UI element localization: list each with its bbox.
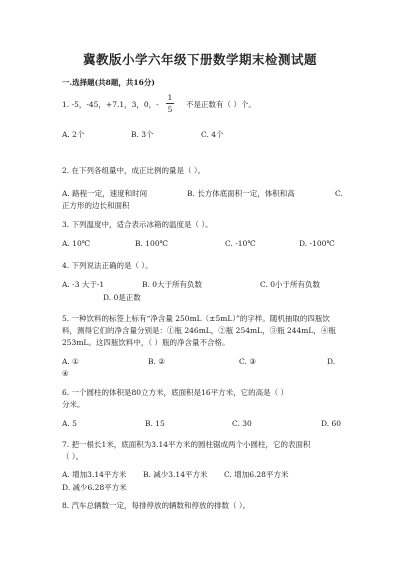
option-d: D. 减少6.28平方米 (62, 483, 127, 492)
option-d: D. 0是正数 (103, 293, 141, 302)
option-b: B. ② (148, 357, 166, 366)
question-5-line-3: 253mL。这四瓶饮料中，（ ）瓶的净含量不合格。 (62, 338, 230, 347)
option-c: C. 0小于所有负数 (260, 280, 321, 289)
option-c: C. 增加6.28平方米 (224, 470, 289, 479)
question-6-line-2: 分米。 (62, 400, 85, 409)
option-c: C. 4个 (201, 130, 224, 139)
option-b: B. 0大于所有负数 (142, 280, 203, 289)
option-d: D. 60 (321, 419, 342, 428)
option-b: B. 减少3.14平方米 (143, 470, 208, 479)
fraction-denominator: 5 (167, 105, 173, 114)
question-8-text: 8. 汽车总辆数一定，每排停放的辆数和停放的排数（ ）。 (62, 501, 251, 510)
question-1-suffix: 不是正数有（ ）个。 (186, 100, 256, 109)
question-6-line-1: 6. 一个圆柱的体积是80立方米，底面积是16平方米，它的高是（ ） (62, 388, 289, 397)
question-2-text: 2. 在下列各组量中，成正比例的量是（ ）。 (62, 166, 206, 175)
option-c: C. -10℃ (225, 239, 256, 248)
option-a: A. 10℃ (62, 239, 91, 248)
option-c: C. 30 (232, 419, 252, 428)
question-5-line-1: 5. 一种饮料的标签上标有“净含量 250mL（±5mL）”的字样。随机抽取的四瓶饮 (62, 314, 330, 323)
option-b: B. 15 (145, 419, 165, 428)
option-d: D. (327, 357, 336, 366)
option-d: D. -100℃ (299, 239, 335, 248)
question-7-line-2: （ ）。 (62, 452, 84, 461)
option-b: B. 长方体底面积一定，体积和高 (187, 189, 295, 198)
section-heading: 一.选择题(共8题，共16分) (62, 78, 155, 87)
option-c: C. (335, 189, 343, 198)
question-3-text: 3. 下列温度中，适合表示冰箱的温度是（ ）。 (62, 220, 213, 229)
option-a: A. ① (62, 357, 79, 366)
question-4-text: 4. 下列说法正确的是（ ）。 (62, 261, 153, 270)
option-c-continued: 正方形的边长和面积 (62, 201, 130, 210)
option-b: B. 100℃ (135, 239, 168, 248)
fraction-numerator: 1 (167, 93, 173, 102)
option-a: A. 5 (62, 419, 77, 428)
option-a: A. 增加3.14平方米 (62, 470, 127, 479)
option-a: A. 路程一定，速度和时间 (62, 189, 148, 198)
page-title: 冀教版小学六年级下册数学期末检测试题 (82, 52, 317, 67)
option-a: A. -3 大于-1 (62, 280, 105, 289)
fraction-bar (166, 103, 174, 104)
option-b: B. 3个 (131, 130, 154, 139)
question-5-line-2: 料，测得它们的净含量分别是：①瓶 246mL，②瓶 254mL，③瓶 244mL，④瓶 (62, 326, 336, 335)
option-d-continued: ④ (62, 369, 69, 378)
option-a: A. 2个 (62, 130, 85, 139)
question-1-text: 1. -5，-45，+7.1，3，0，- (62, 100, 159, 109)
question-7-line-1: 7. 把一根长1米，底面积为3.14平方米的圆柱锯成两个小圆柱，它的表面积 (62, 440, 311, 449)
option-c: C. ③ (239, 357, 256, 366)
